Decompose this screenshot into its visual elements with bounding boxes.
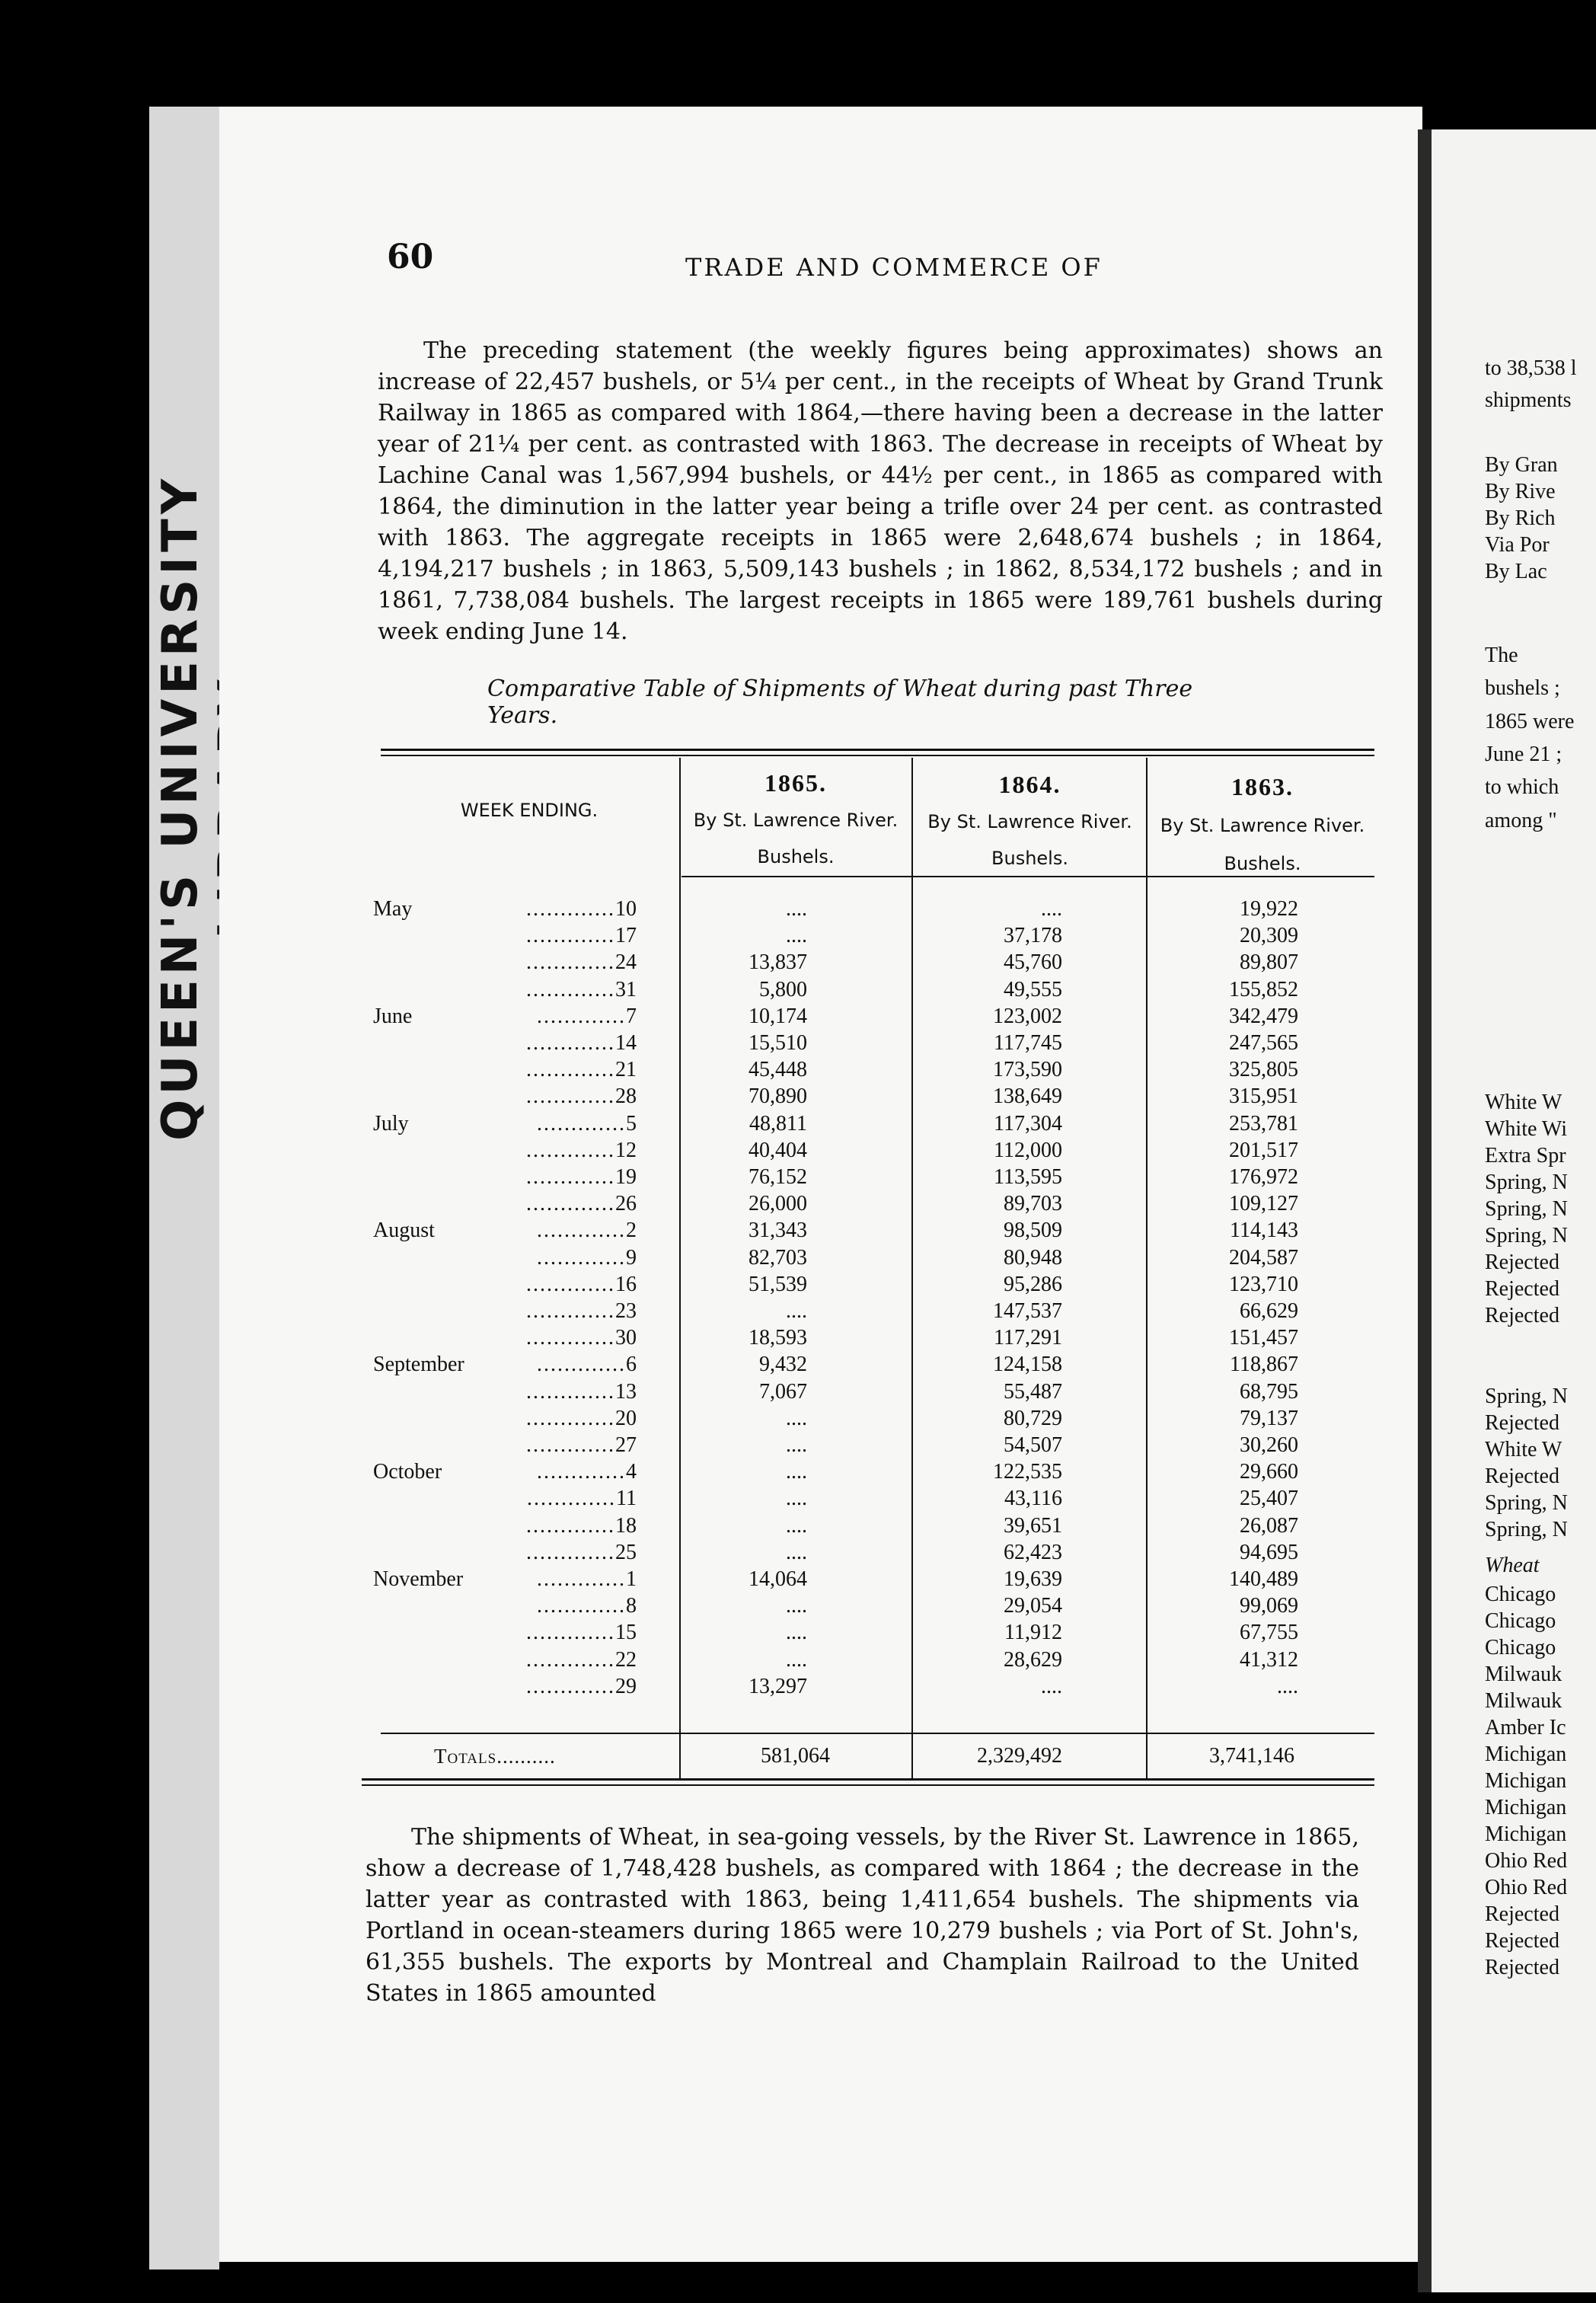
- row-1865-value: ....: [786, 1514, 807, 1538]
- row-day: 14: [615, 1031, 637, 1055]
- row-day: 24: [615, 950, 637, 974]
- row-day: 13: [615, 1380, 637, 1404]
- row-1864-value: 28,629: [1004, 1648, 1062, 1672]
- unit-1863: Bushels.: [1224, 853, 1301, 874]
- paragraph-receipts: The preceding statement (the weekly figures being approximates) shows an increase of 22,457 bushels, or 5¼ per cent., in the receipts of Wheat by Grand Trunk Railway in 1865 as compared with 1864,—there having been a decrease in the latter year of 21¼ per cent. as contrasted with 1863. The decrease in receipts of Wheat by Lachine Canal was 1,567,994 bushels, or 44½ per cent., in 1865 as compared with 1864, the diminution in the latter year being a trifle over 24 per cent. as contrasted with 1863. The aggregate receipts in 1865 were 2,648,674 bushels ; in 1864, 4,194,217 bushels ; in 1863, 5,509,143 bushels ; in 1862, 8,534,172 bushels ; and in 1861, 7,738,084 bushels. The largest receipts in 1865 were 189,761 bushels during week ending June 14.: [378, 337, 1383, 645]
- row-day: 25: [615, 1541, 637, 1564]
- row-1864-value: 45,760: [1004, 950, 1062, 974]
- row-month: August: [373, 1219, 435, 1242]
- row-1865-value: ....: [786, 1648, 807, 1672]
- total-1864: 2,329,492: [977, 1744, 1062, 1768]
- by-river-1865: By St. Lawrence River.: [693, 810, 899, 831]
- dot-leader: .............: [526, 1380, 615, 1404]
- table-bottom-rule: [362, 1778, 1374, 1781]
- row-1865-value: 15,510: [749, 1031, 807, 1055]
- row-1863-value: 123,710: [1229, 1273, 1298, 1296]
- by-river-1864: By St. Lawrence River.: [927, 811, 1132, 832]
- row-day: 9: [626, 1246, 637, 1270]
- dot-leader: .............: [526, 1621, 615, 1644]
- row-week-day: [461, 978, 637, 1002]
- row-1864-value: 54,507: [1004, 1433, 1062, 1457]
- row-1865-value: 76,152: [749, 1165, 807, 1189]
- facing-page-line: Chicago: [1485, 1636, 1556, 1659]
- row-week-day: [461, 1139, 637, 1163]
- dot-leader: .............: [537, 1353, 626, 1376]
- row-1863-value: 79,137: [1240, 1407, 1298, 1430]
- row-day: 26: [615, 1192, 637, 1215]
- row-1864-value: 43,116: [1004, 1487, 1062, 1510]
- facing-page-line: Rejected: [1485, 1277, 1559, 1301]
- row-week-day: [461, 1514, 637, 1538]
- facing-page-line: Michigan: [1485, 1796, 1567, 1819]
- facing-page-line: White W: [1485, 1438, 1562, 1461]
- row-week-day: [461, 1084, 637, 1109]
- row-month: July: [373, 1112, 409, 1136]
- row-1864-value: 124,158: [993, 1353, 1062, 1376]
- column-divider-2: [911, 758, 913, 1778]
- facing-page-line: Michigan: [1485, 1822, 1567, 1846]
- facing-page-line: By Rive: [1485, 480, 1556, 503]
- facing-page-line: White W: [1485, 1091, 1562, 1114]
- facing-page-line: By Gran: [1485, 453, 1558, 477]
- facing-page-line: to which: [1485, 775, 1559, 799]
- year-1863-header: 1863.: [1231, 773, 1294, 800]
- row-1863-value: 25,407: [1240, 1487, 1298, 1510]
- row-1864-value: 98,509: [1004, 1219, 1062, 1242]
- row-1864-value: 19,639: [1004, 1567, 1062, 1591]
- by-river-1863: By St. Lawrence River.: [1160, 815, 1365, 836]
- facing-page-line: Rejected: [1485, 1251, 1559, 1274]
- unit-1865: Bushels.: [757, 846, 835, 867]
- row-1864-value: 49,555: [1004, 978, 1062, 1001]
- row-month: June: [373, 1005, 413, 1028]
- row-1864-value: 29,054: [1004, 1594, 1062, 1618]
- row-1864-value: 89,703: [1004, 1192, 1062, 1215]
- row-1864-value: 173,590: [993, 1058, 1062, 1081]
- dot-leader: .............: [526, 1648, 615, 1672]
- row-day: 31: [615, 978, 637, 1001]
- row-1865-value: ....: [786, 1487, 807, 1510]
- row-week-day: [461, 1273, 637, 1297]
- facing-page-line: Milwauk: [1485, 1689, 1562, 1713]
- dot-leader: .............: [537, 1460, 626, 1484]
- page-number: 60: [387, 238, 434, 276]
- row-1865-value: 9,432: [759, 1353, 807, 1376]
- row-1863-value: 315,951: [1229, 1084, 1298, 1108]
- paragraph-shipments: The shipments of Wheat, in sea-going vessels, by the River St. Lawrence in 1865, show a decrease of 1,748,428 bushels, as compared with 1864 ; the decrease in the latter year as contrasted with 1863, being 1,411,654 bushels. The shipments via Portland in ocean-steamers during 1865 were 10,279 bushels ; via Port of St. John's, 61,355 bushels. The exports by Montreal and Champlain Railroad to the United States in 1865 amounted: [365, 1824, 1359, 2007]
- row-1865-value: 82,703: [749, 1246, 807, 1270]
- row-1864-value: 123,002: [993, 1005, 1062, 1028]
- facing-page-line: 1865 were: [1485, 710, 1575, 733]
- facing-page-line: The: [1485, 644, 1518, 667]
- row-1864-value: 113,595: [994, 1165, 1062, 1189]
- row-day: 2: [626, 1219, 637, 1242]
- dot-leader: .............: [537, 1005, 626, 1028]
- facing-page-line: Ohio Red: [1485, 1876, 1568, 1899]
- row-1863-value: 29,660: [1240, 1460, 1298, 1484]
- row-1864-value: 138,649: [993, 1084, 1062, 1108]
- unit-1864: Bushels.: [991, 848, 1068, 869]
- row-1864-value: 122,535: [993, 1460, 1062, 1484]
- library-stamp: QUEEN'S UNIVERSITY: [152, 474, 209, 1141]
- facing-page-line: Spring, N: [1485, 1224, 1568, 1247]
- row-1863-value: 68,795: [1240, 1380, 1298, 1404]
- facing-page-line: By Lac: [1485, 560, 1547, 583]
- row-1863-value: 109,127: [1229, 1192, 1298, 1215]
- row-1864-value: 39,651: [1004, 1514, 1062, 1538]
- facing-page-line: Spring, N: [1485, 1171, 1568, 1194]
- row-week-day: [461, 1621, 637, 1645]
- row-1864-value: 117,291: [994, 1326, 1062, 1350]
- row-week-day: [461, 1407, 637, 1431]
- row-1865-value: 18,593: [749, 1326, 807, 1350]
- year-1864-header: 1864.: [998, 771, 1061, 798]
- row-week-day: [461, 1541, 637, 1565]
- row-week-day: [461, 1058, 637, 1082]
- facing-page-line: Rejected: [1485, 1902, 1559, 1926]
- row-week-day: [461, 1433, 637, 1458]
- row-week-day: [461, 1112, 637, 1136]
- facing-page-line: Extra Spr: [1485, 1144, 1566, 1167]
- dot-leader: .............: [526, 1326, 615, 1350]
- row-1863-value: 66,629: [1240, 1299, 1298, 1323]
- facing-page-line: Spring, N: [1485, 1385, 1568, 1408]
- row-1863-value: 118,867: [1230, 1353, 1298, 1376]
- row-1863-value: 176,972: [1229, 1165, 1298, 1189]
- row-1863-value: 41,312: [1240, 1648, 1298, 1672]
- year-1865-header: 1865.: [764, 769, 827, 797]
- row-1865-value: ....: [786, 1460, 807, 1484]
- row-1865-value: 26,000: [749, 1192, 807, 1215]
- facing-page-line: Michigan: [1485, 1769, 1567, 1793]
- facing-page-line: Rejected: [1485, 1956, 1559, 1979]
- dot-leader: .............: [526, 1675, 615, 1698]
- row-week-day: [461, 1299, 637, 1324]
- row-week-day: [461, 1648, 637, 1672]
- row-1865-value: 70,890: [749, 1084, 807, 1108]
- row-1864-value: ....: [1041, 897, 1062, 921]
- row-1864-value: ....: [1041, 1675, 1062, 1698]
- facing-page-line: shipments: [1485, 388, 1572, 412]
- row-day: 20: [615, 1407, 637, 1430]
- running-head: TRADE AND COMMERCE OF: [685, 253, 1103, 282]
- row-1864-value: 112,000: [994, 1139, 1062, 1162]
- dot-leader: .............: [526, 978, 615, 1001]
- facing-page-line: White Wi: [1485, 1117, 1567, 1141]
- facing-page-line: Chicago: [1485, 1583, 1556, 1606]
- row-day: 16: [615, 1273, 637, 1296]
- row-1865-value: ....: [786, 924, 807, 947]
- row-1863-value: 94,695: [1240, 1541, 1298, 1564]
- dot-leader: .............: [537, 1594, 626, 1618]
- row-month: September: [373, 1353, 464, 1376]
- facing-page-line: Ohio Red: [1485, 1849, 1568, 1873]
- row-day: 21: [615, 1058, 637, 1081]
- row-1865-value: ....: [786, 1594, 807, 1618]
- row-week-day: [461, 897, 637, 922]
- facing-page-line: June 21 ;: [1485, 743, 1562, 766]
- row-1865-value: 48,811: [749, 1112, 807, 1136]
- dot-leader: .............: [526, 1192, 615, 1215]
- row-week-day: [461, 950, 637, 975]
- row-day: 4: [626, 1460, 637, 1484]
- row-week-day: [461, 1192, 637, 1216]
- table-bottom-rule-2: [362, 1784, 1374, 1786]
- row-1863-value: ....: [1277, 1675, 1298, 1698]
- row-1865-value: 40,404: [749, 1139, 807, 1162]
- row-week-day: [461, 1460, 637, 1484]
- row-1863-value: 67,755: [1240, 1621, 1298, 1644]
- row-1863-value: 342,479: [1229, 1005, 1298, 1028]
- row-month: October: [373, 1460, 442, 1484]
- row-1864-value: 95,286: [1004, 1273, 1062, 1296]
- row-1864-value: 55,487: [1004, 1380, 1062, 1404]
- row-week-day: [461, 1246, 637, 1270]
- row-week-day: [461, 1219, 637, 1243]
- row-day: 17: [615, 924, 637, 947]
- row-day: 30: [615, 1326, 637, 1350]
- row-day: 18: [615, 1514, 637, 1538]
- header-underline: [681, 876, 1374, 877]
- facing-page-line: Rejected: [1485, 1465, 1559, 1488]
- row-week-day: [461, 1380, 637, 1404]
- row-day: 28: [615, 1084, 637, 1108]
- dot-leader: .............: [526, 950, 615, 974]
- row-1864-value: 80,948: [1004, 1246, 1062, 1270]
- dot-leader: .............: [526, 1541, 615, 1564]
- row-day: 12: [615, 1139, 637, 1162]
- facing-page-line: Michigan: [1485, 1742, 1567, 1766]
- dot-leader: .............: [526, 897, 615, 921]
- row-1863-value: 253,781: [1229, 1112, 1298, 1136]
- dot-leader: .............: [526, 1407, 615, 1430]
- row-1864-value: 147,537: [993, 1299, 1062, 1323]
- row-1863-value: 89,807: [1240, 950, 1298, 974]
- facing-page-line: Spring, N: [1485, 1491, 1568, 1515]
- row-1865-value: 31,343: [749, 1219, 807, 1242]
- row-1863-value: 99,069: [1240, 1594, 1298, 1618]
- row-1864-value: 117,304: [994, 1112, 1062, 1136]
- row-1863-value: 26,087: [1240, 1514, 1298, 1538]
- row-week-day: [461, 1487, 637, 1511]
- row-1863-value: 19,922: [1240, 897, 1298, 921]
- row-day: 5: [626, 1112, 637, 1136]
- row-day: 8: [626, 1594, 637, 1618]
- row-day: 19: [615, 1165, 637, 1189]
- column-divider-3: [1146, 758, 1148, 1778]
- row-1863-value: 20,309: [1240, 924, 1298, 947]
- dot-leader: .............: [537, 1246, 626, 1270]
- row-1865-value: ....: [786, 1621, 807, 1644]
- row-week-day: [461, 1005, 637, 1029]
- dot-leader: .............: [526, 1084, 615, 1108]
- column-divider-1: [679, 758, 681, 1778]
- row-week-day: [461, 1353, 637, 1377]
- row-day: 1: [626, 1567, 637, 1591]
- week-ending-header: WEEK ENDING.: [460, 800, 598, 821]
- row-1863-value: 30,260: [1240, 1433, 1298, 1457]
- row-1863-value: 140,489: [1229, 1567, 1298, 1591]
- dot-leader: .............: [526, 1433, 615, 1457]
- facing-page-line: Rejected: [1485, 1411, 1559, 1435]
- row-week-day: [461, 1165, 637, 1190]
- table-top-rule: [381, 749, 1374, 751]
- row-1864-value: 117,745: [994, 1031, 1062, 1055]
- facing-page-line: Via Por: [1485, 533, 1550, 557]
- row-week-day: [461, 1594, 637, 1618]
- dot-leader: .............: [527, 1487, 617, 1510]
- row-day: 11: [616, 1487, 637, 1510]
- dot-leader: .............: [537, 1112, 626, 1136]
- row-day: 23: [615, 1299, 637, 1323]
- row-1864-value: 62,423: [1004, 1541, 1062, 1564]
- facing-page-line: Milwauk: [1485, 1663, 1562, 1686]
- row-1863-value: 151,457: [1229, 1326, 1298, 1350]
- facing-page-line: bushels ;: [1485, 676, 1560, 700]
- row-week-day: [461, 1031, 637, 1056]
- facing-page-line: Chicago: [1485, 1609, 1556, 1633]
- row-1863-value: 247,565: [1229, 1031, 1298, 1055]
- row-1865-value: 13,837: [749, 950, 807, 974]
- facing-page-line: Rejected: [1485, 1304, 1559, 1327]
- row-day: 22: [615, 1648, 637, 1672]
- facing-page-line: to 38,538 l: [1485, 356, 1577, 380]
- row-day: 27: [615, 1433, 637, 1457]
- totals-label: Totals..........: [434, 1745, 556, 1768]
- dot-leader: .............: [526, 1058, 615, 1081]
- row-1865-value: ....: [786, 897, 807, 921]
- totals-rule: [381, 1733, 1374, 1734]
- row-1863-value: 325,805: [1229, 1058, 1298, 1081]
- row-1863-value: 204,587: [1229, 1246, 1298, 1270]
- facing-page-line: Amber Ic: [1485, 1716, 1566, 1739]
- dot-leader: .............: [526, 1273, 615, 1296]
- row-day: 10: [615, 897, 637, 921]
- row-week-day: [461, 1567, 637, 1592]
- row-1863-value: 114,143: [1230, 1219, 1298, 1242]
- facing-page-line: Rejected: [1485, 1929, 1559, 1953]
- row-1864-value: 80,729: [1004, 1407, 1062, 1430]
- row-week-day: [461, 924, 637, 948]
- row-month: May: [373, 897, 413, 921]
- row-1865-value: 10,174: [749, 1005, 807, 1028]
- dot-leader: .............: [526, 1514, 615, 1538]
- total-1865: 581,064: [761, 1744, 830, 1768]
- dot-leader: .............: [526, 1299, 615, 1323]
- row-1865-value: ....: [786, 1541, 807, 1564]
- row-1865-value: 45,448: [749, 1058, 807, 1081]
- total-1863: 3,741,146: [1209, 1744, 1294, 1768]
- facing-page-line: By Rich: [1485, 506, 1556, 530]
- row-month: November: [373, 1567, 464, 1591]
- row-1865-value: 13,297: [749, 1675, 807, 1698]
- row-1865-value: 14,064: [749, 1567, 807, 1591]
- row-day: 6: [626, 1353, 637, 1376]
- dot-leader: .............: [526, 1139, 615, 1162]
- row-week-day: [461, 1675, 637, 1699]
- row-week-day: [461, 1326, 637, 1350]
- facing-page-line: Wheat: [1485, 1554, 1540, 1577]
- dot-leader: .............: [526, 1165, 615, 1189]
- row-1865-value: 51,539: [749, 1273, 807, 1296]
- row-1863-value: 155,852: [1229, 978, 1298, 1001]
- dot-leader: .............: [537, 1219, 626, 1242]
- row-1865-value: ....: [786, 1433, 807, 1457]
- row-1864-value: 37,178: [1004, 924, 1062, 947]
- facing-page-line: Spring, N: [1485, 1518, 1568, 1541]
- row-day: 7: [626, 1005, 637, 1028]
- table-top-rule-2: [381, 755, 1374, 756]
- facing-page-line: among ": [1485, 809, 1557, 832]
- dot-leader: .............: [537, 1567, 626, 1591]
- dot-leader: .............: [526, 924, 615, 947]
- dot-leader: .............: [526, 1031, 615, 1055]
- row-1865-value: 7,067: [759, 1380, 807, 1404]
- table-caption: Comparative Table of Shipments of Wheat during past Three Years.: [487, 676, 1193, 729]
- row-1863-value: 201,517: [1229, 1139, 1298, 1162]
- row-1864-value: 11,912: [1004, 1621, 1062, 1644]
- row-1865-value: ....: [786, 1299, 807, 1323]
- facing-page-line: Spring, N: [1485, 1197, 1568, 1221]
- row-1865-value: 5,800: [759, 978, 807, 1001]
- row-day: 15: [615, 1621, 637, 1644]
- row-day: 29: [615, 1675, 637, 1698]
- row-1865-value: ....: [786, 1407, 807, 1430]
